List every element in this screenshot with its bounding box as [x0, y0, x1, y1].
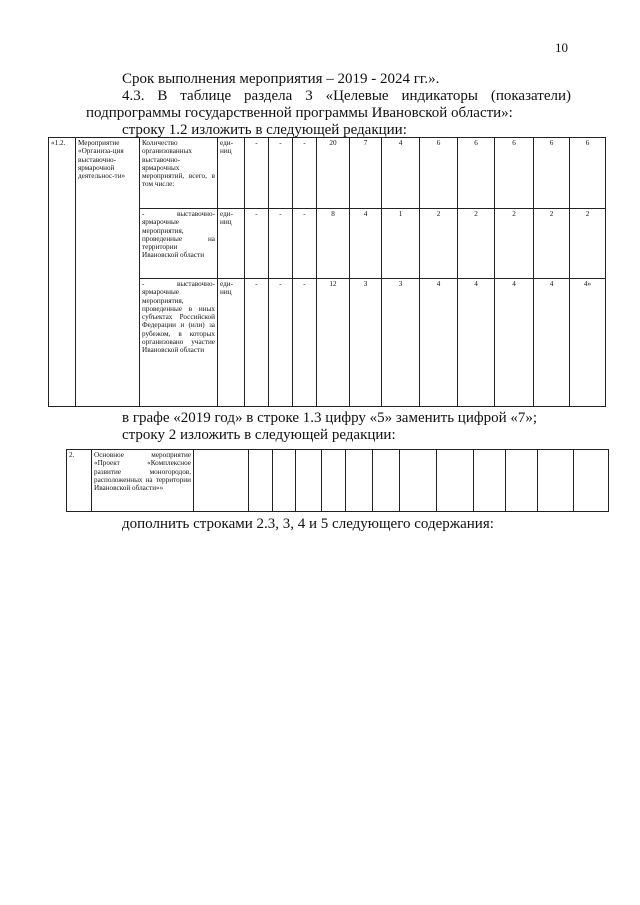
text-line-row-instruction: строку 1.2 изложить в следующей редакции:: [122, 122, 407, 138]
text-line-add-rows: дополнить строками 2.3, 3, 4 и 5 следующего содержания:: [122, 516, 494, 532]
empty-cell: [322, 450, 346, 512]
value-cell: 4»: [570, 279, 606, 407]
value-cell: 6: [534, 138, 570, 209]
unit-cell: еди-ниц: [218, 138, 245, 209]
empty-cell: [346, 450, 373, 512]
value-cell: -: [293, 279, 317, 407]
unit-cell: еди-ниц: [218, 279, 245, 407]
value-cell: 20: [317, 138, 350, 209]
empty-cell: [194, 450, 249, 512]
value-cell: 4: [420, 279, 458, 407]
empty-cell: [249, 450, 273, 512]
text-line-subprogram: подпрограммы государственной программы Ивановской области»:: [86, 105, 513, 121]
row-number: 2.: [67, 450, 92, 512]
value-cell: 4: [458, 279, 495, 407]
text-line-row2-instruction: строку 2 изложить в следующей редакции:: [122, 427, 396, 443]
empty-cell: [474, 450, 506, 512]
text-line-deadline: Срок выполнения мероприятия – 2019 - 2024 гг.».: [122, 71, 440, 87]
text-line-section-heading: 4.3. В таблице раздела 3 «Целевые индикаторы (показатели): [122, 88, 571, 104]
text-line-replace-value: в графе «2019 год» в строке 1.3 цифру «5» заменить цифрой «7»;: [122, 410, 538, 426]
value-cell: -: [245, 138, 269, 209]
value-cell: 4: [495, 279, 534, 407]
indicators-table-row-2: [66, 449, 609, 512]
value-cell: -: [245, 279, 269, 407]
value-cell: 6: [570, 138, 606, 209]
value-cell: -: [245, 209, 269, 279]
value-cell: 7: [350, 138, 382, 209]
indicator-name: Количество организованных выставочно-ярмарочных мероприятий, всего, в том числе:: [140, 138, 218, 209]
value-cell: 6: [458, 138, 495, 209]
indicator-name: - выставочно-ярмарочные мероприятия, проведенные на территории Ивановской области: [140, 209, 218, 279]
value-cell: -: [269, 279, 293, 407]
activity-name: Мероприятие «Организа-ция выставочно-ярмарочной деятельнос-ти»: [76, 138, 140, 407]
empty-cell: [273, 450, 296, 512]
value-cell: 3: [382, 279, 420, 407]
value-cell: -: [269, 138, 293, 209]
empty-cell: [506, 450, 538, 512]
value-cell: 4: [534, 279, 570, 407]
value-cell: 2: [458, 209, 495, 279]
value-cell: 8: [317, 209, 350, 279]
value-cell: 2: [570, 209, 606, 279]
value-cell: -: [269, 209, 293, 279]
empty-cell: [400, 450, 437, 512]
empty-cell: [574, 450, 609, 512]
value-cell: -: [293, 209, 317, 279]
value-cell: 6: [495, 138, 534, 209]
value-cell: 2: [420, 209, 458, 279]
value-cell: -: [293, 138, 317, 209]
indicator-name: - выставочно-ярмарочные мероприятия, проведенные в иных субъектах Российской Федерации и (или) за рубежом, в которых организовано участие Ивановской области: [140, 279, 218, 407]
empty-cell: [538, 450, 574, 512]
value-cell: 4: [382, 138, 420, 209]
row-number: «1.2.: [49, 138, 76, 407]
empty-cell: [373, 450, 400, 512]
value-cell: 2: [495, 209, 534, 279]
value-cell: 12: [317, 279, 350, 407]
activity-name: Основное мероприятие «Проект «Комплексное развитие моногородов, расположенных на территории Ивановской области»»: [92, 450, 194, 512]
value-cell: 3: [350, 279, 382, 407]
page-number: 10: [555, 40, 568, 55]
value-cell: 2: [534, 209, 570, 279]
value-cell: 6: [420, 138, 458, 209]
value-cell: 1: [382, 209, 420, 279]
empty-cell: [296, 450, 322, 512]
value-cell: 4: [350, 209, 382, 279]
indicators-table-row-1-2: [48, 137, 606, 407]
empty-cell: [437, 450, 474, 512]
unit-cell: еди-ниц: [218, 209, 245, 279]
